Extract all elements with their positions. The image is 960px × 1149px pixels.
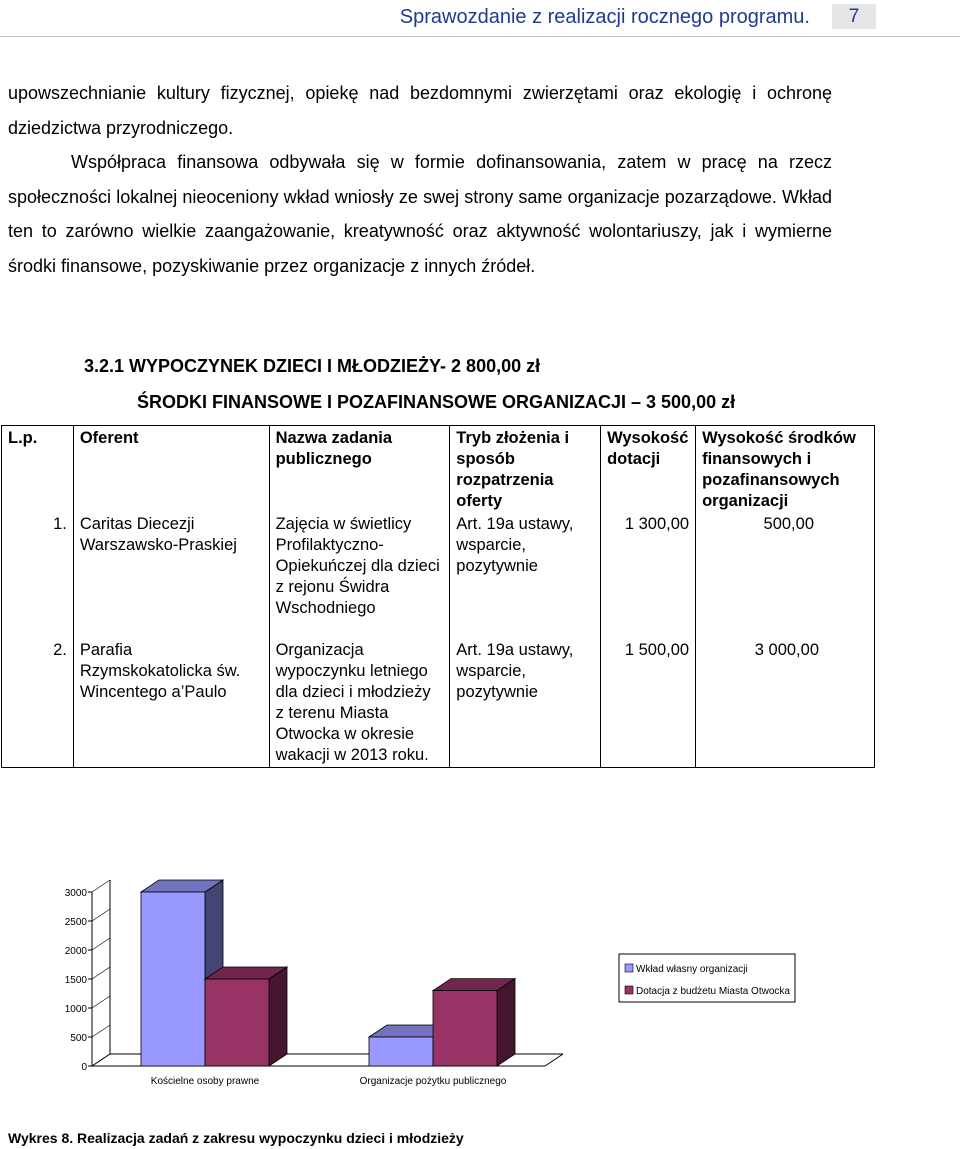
legend-label-dotacja: Dotacja z budżetu Miasta Otwocka bbox=[636, 986, 790, 997]
cell-lp: 1. bbox=[2, 513, 74, 639]
table-row bbox=[2, 639, 875, 768]
chart-bars bbox=[141, 880, 515, 1066]
body-text bbox=[8, 76, 832, 283]
y-tick-label: 3000 bbox=[64, 888, 87, 899]
y-tick-label: 1500 bbox=[64, 975, 87, 986]
chart-legend bbox=[619, 954, 795, 1002]
section-heading: 3.2.1 WYPOCZYNEK DZIECI I MŁODZIEŻY- 2 800,00 zł bbox=[84, 356, 541, 376]
header-srodki: Wysokość środków finansowych i pozafinansowych organizacji bbox=[696, 426, 875, 514]
y-tick-label: 2500 bbox=[64, 917, 87, 928]
y-grid-diagonal bbox=[92, 967, 110, 979]
cell-srodki: 500,00 bbox=[696, 513, 875, 639]
floor-edge-right bbox=[545, 1054, 563, 1066]
y-grid-diagonal bbox=[92, 938, 110, 950]
y-grid-diagonal bbox=[92, 996, 110, 1008]
header-divider bbox=[0, 36, 960, 37]
cell-oferent: Parafia Rzymskokatolicka św. Wincentego a’Paulo bbox=[73, 639, 269, 768]
figure-caption: Wykres 8. Realizacja zadań z zakresu wypoczynku dzieci i młodzieży bbox=[8, 1130, 464, 1146]
y-grid-diagonal bbox=[92, 909, 110, 921]
bar-chart bbox=[0, 860, 960, 1100]
cell-nazwa: Organizacja wypoczynku letniego dla dzieci i młodzieży z terenu Miasta Otwocka w okresie wakacji w 2013 roku. bbox=[269, 639, 450, 768]
legend-swatch-wklad bbox=[625, 964, 633, 972]
legend-swatch-dotacja bbox=[625, 986, 633, 994]
bar-front bbox=[433, 991, 497, 1066]
header-tryb: Tryb złożenia i sposób rozpatrzenia oferty bbox=[450, 426, 601, 514]
y-tick-label: 500 bbox=[70, 1033, 87, 1044]
y-tick-label: 2000 bbox=[64, 946, 87, 957]
header-oferent: Oferent bbox=[73, 426, 269, 514]
table-row bbox=[2, 513, 875, 639]
table-header-row bbox=[2, 426, 875, 514]
bar-side bbox=[497, 979, 515, 1066]
cell-tryb: Art. 19a ustawy, wsparcie, pozytywnie bbox=[450, 639, 601, 768]
page-header bbox=[0, 0, 960, 38]
cell-dotacja: 1 300,00 bbox=[601, 513, 696, 639]
bar-front bbox=[141, 892, 205, 1066]
bar-front bbox=[205, 979, 269, 1066]
y-grid-diagonal bbox=[92, 1025, 110, 1037]
paragraph-2: Współpraca finansowa odbywała się w formie dofinansowania, zatem w pracę na rzecz społeczności lokalnej nieoceniony wkład wniosły ze swej strony same organizacje pozarządowe. Wkład ten to zarówno wielkie zaangażowanie, kreatywność oraz aktywność wolontariuszy, jak i wymierne środki finansowe, pozyskiwanie przez organizacje z innych źródeł. bbox=[8, 152, 832, 276]
y-tick-label: 1000 bbox=[64, 1004, 87, 1015]
cell-tryb: Art. 19a ustawy, wsparcie, pozytywnie bbox=[450, 513, 601, 639]
legend-label-wklad: Wkład własny organizacji bbox=[636, 964, 748, 975]
x-category-label: Kościelne osoby prawne bbox=[150, 1076, 260, 1087]
cell-srodki: 3 000,00 bbox=[696, 639, 875, 768]
cell-nazwa: Zajęcia w świetlicy Profilaktyczno-Opiekuńczej dla dzieci z rejonu Świdra Wschodniego bbox=[269, 513, 450, 639]
paragraph-1: upowszechnianie kultury fizycznej, opiekę nad bezdomnymi zwierzętami oraz ekologię i ochronę dziedzictwa przyrodniczego. bbox=[8, 83, 832, 138]
header-title: Sprawozdanie z realizacji rocznego programu. bbox=[399, 6, 810, 28]
grants-table bbox=[1, 425, 875, 768]
bar-side bbox=[269, 967, 287, 1066]
y-tick-label: 0 bbox=[81, 1062, 87, 1073]
y-grid-diagonal bbox=[92, 1054, 110, 1066]
header-lp: L.p. bbox=[2, 426, 74, 514]
header-nazwa: Nazwa zadania publicznego bbox=[269, 426, 450, 514]
y-grid-diagonal bbox=[92, 880, 110, 892]
cell-oferent: Caritas Diecezji Warszawsko-Praskiej bbox=[73, 513, 269, 639]
cell-lp: 2. bbox=[2, 639, 74, 768]
bar-front bbox=[369, 1037, 433, 1066]
x-category-label: Organizacje pożytku publicznego bbox=[359, 1076, 507, 1087]
page-number: 7 bbox=[832, 4, 876, 29]
header-dotacja: Wysokość dotacji bbox=[601, 426, 696, 514]
cell-dotacja: 1 500,00 bbox=[601, 639, 696, 768]
section-subheading: ŚRODKI FINANSOWE I POZAFINANSOWE ORGANIZACJI – 3 500,00 zł bbox=[137, 392, 736, 412]
